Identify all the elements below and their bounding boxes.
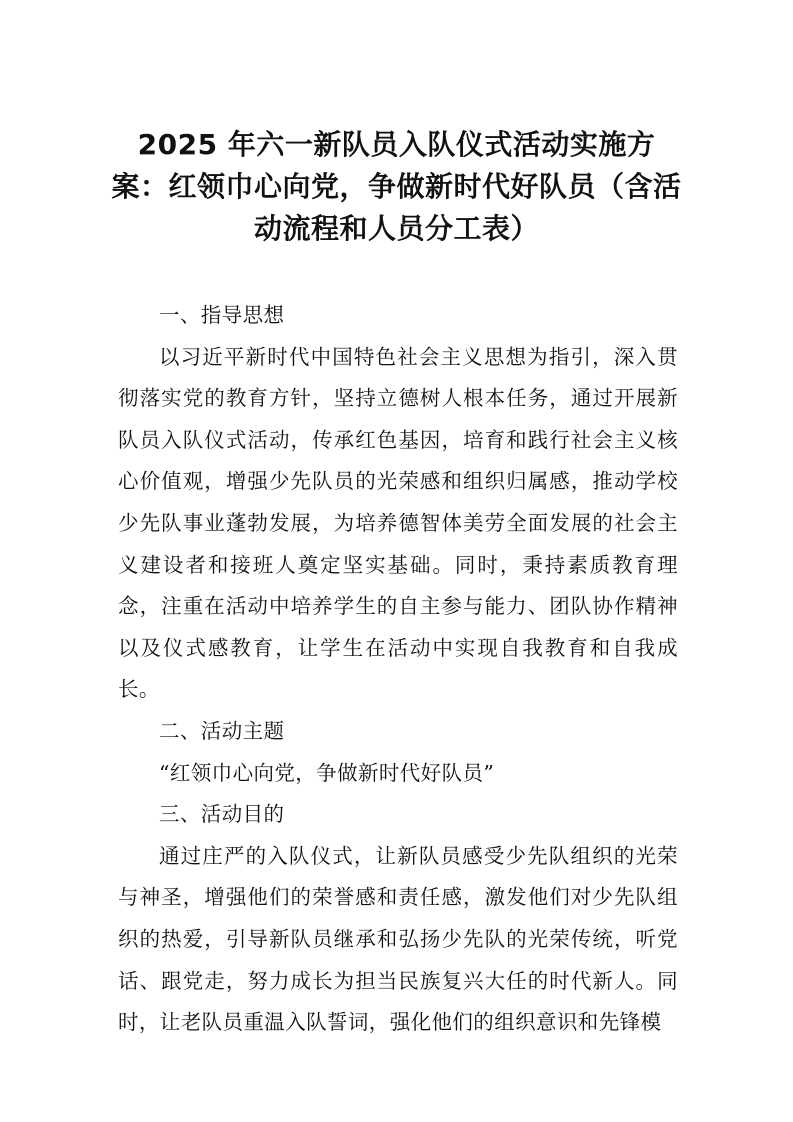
section-heading-activity-theme: 二、活动主题: [159, 718, 285, 743]
document-body: [118, 295, 678, 1044]
section-heading-guiding-ideology: 一、指导思想: [159, 303, 285, 327]
section-heading-activity-purpose: 三、活动目的: [159, 802, 285, 827]
section-text-guiding-ideology: 以习近平新时代中国特色社会主义思想为指引，深入贯彻落实党的教育方针，坚持立德树人根本任务，通过开展新队员入队仪式活动，传承红色基因，培育和践行社会主义核心价值观，增强少先队员的光荣感和组织归属感，推动学校少先队事业蓬勃发展，为培养德智体美劳全面发展的社会主义建设者和接班人奠定坚实基础。同时，秉持素质教育理念，注重在活动中培养学生的自主参与能力、团队协作精神以及仪式感教育，让学生在活动中实现自我教育和自我成长。: [118, 344, 678, 702]
section-text-activity-theme: “红领巾心向党，争做新时代好队员”: [159, 760, 495, 785]
section-text-activity-purpose: 通过庄严的入队仪式，让新队员感受少先队组织的光荣与神圣，增强他们的荣誉感和责任感，激发他们对少先队组织的热爱，引导新队员继承和弘扬少先队的光荣传统，听党话、跟党走，努力成长为担当民族复兴大任的时代新人。同时，让老队员重温入队誓词，强化他们的组织意识和先锋模: [118, 843, 678, 1035]
document-title: 2025 年六一新队员入队仪式活动实施方案：红领巾心向党，争做新时代好队员（含活动流程和人员分工表）: [111, 128, 682, 245]
